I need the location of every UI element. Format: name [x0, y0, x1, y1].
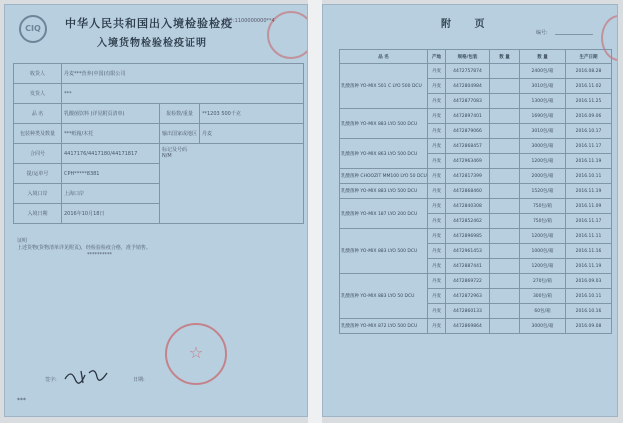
product-label: 品 名 [14, 104, 62, 124]
product-value: 乳酸菌饮料 (详见附页清单) [62, 104, 160, 124]
origin-cell: 丹麦 [428, 214, 446, 229]
origin-cell: 丹麦 [428, 289, 446, 304]
certification-note [17, 238, 299, 259]
origin-cell: 丹麦 [428, 229, 446, 244]
certificate-number: 编号:1100000000**4 [223, 18, 275, 24]
product-name-cell: 乳酸菌种 YO-MIX 863 LYO 500 DCU [340, 139, 428, 169]
stamp-star-icon: ☆ [188, 343, 204, 362]
consignee-value: 丹麦***营养(中国)有限公司 [62, 64, 304, 84]
qty-cell [490, 64, 520, 79]
qty2-cell: 300包/箱 [520, 289, 566, 304]
qty-cell [490, 274, 520, 289]
table-row [340, 139, 612, 154]
appendix-number-label: 编号: [536, 30, 548, 36]
qty2-cell: 2000包/箱 [520, 169, 566, 184]
red-stamp-top [267, 11, 308, 59]
header-spec: 规格/包装 [446, 50, 490, 64]
official-red-stamp [165, 323, 227, 385]
product-name-cell: 乳酸菌种 YO-MIX 883 LYO 50 DCU [340, 274, 428, 319]
date-cell: 2016.10.17 [566, 124, 612, 139]
spec-cell: 4472887441 [446, 259, 490, 274]
package-label: 包装种类及数量 [14, 124, 62, 144]
bl-value: CPH*****8381 [62, 164, 160, 184]
date-cell: 2016.11.19 [566, 184, 612, 199]
table-row [340, 184, 612, 199]
date-cell: 2016.11.17 [566, 139, 612, 154]
origin-cell: 丹麦 [428, 64, 446, 79]
qty-cell [490, 319, 520, 334]
qty-cell [490, 139, 520, 154]
product-name-cell: 乳酸菌种 YO-MIX 501 C LYO 500 DCU [340, 64, 428, 109]
date-cell: 2016.10.11 [566, 169, 612, 184]
spec-cell: 4472872963 [446, 289, 490, 304]
qty2-cell: 750包/箱 [520, 199, 566, 214]
signature-label: 签字: [45, 377, 57, 383]
spec-cell: 4472840308 [446, 199, 490, 214]
table-row [340, 319, 612, 334]
spec-cell: 4472869864 [446, 319, 490, 334]
spec-cell: 4472852462 [446, 214, 490, 229]
page-gap [308, 0, 322, 423]
note-stars: ********** [87, 252, 112, 258]
header-qty: 数 量 [490, 50, 520, 64]
certificate-table [13, 63, 304, 224]
origin-cell: 丹麦 [428, 154, 446, 169]
spec-cell: 4472868457 [446, 139, 490, 154]
arrival-port-value: 上海口岸 [62, 184, 160, 204]
header-origin: 产地 [428, 50, 446, 64]
origin-value: 丹麦 [200, 124, 304, 144]
consignor-value: *** [62, 84, 304, 104]
origin-cell: 丹麦 [428, 124, 446, 139]
qty-cell [490, 154, 520, 169]
qty2-cell: 1520包/箱 [520, 184, 566, 199]
origin-cell: 丹麦 [428, 304, 446, 319]
header-product: 品 名 [340, 50, 428, 64]
appendix-title: 附 页 [441, 19, 495, 30]
spec-cell: 4472868460 [446, 184, 490, 199]
certificate-authority-title: 中华人民共和国出入境检验检疫 [65, 17, 233, 30]
report-qty-value: **1203 500千克 [200, 104, 304, 124]
qty-cell [490, 304, 520, 319]
qty-cell [490, 199, 520, 214]
product-name-cell: 乳酸菌种 YO-MIX 872 LYO 500 DCU [340, 319, 428, 334]
date-cell: 2016.10.11 [566, 289, 612, 304]
date-cell: 2016.08.28 [566, 64, 612, 79]
date-cell: 2016.11.11 [566, 229, 612, 244]
mark-value: N/M [162, 153, 172, 159]
arrival-date-label: 入境日期 [14, 204, 62, 224]
qty-cell [490, 169, 520, 184]
qty-cell [490, 124, 520, 139]
qty2-cell: 1200包/箱 [520, 259, 566, 274]
arrival-date-value: 2016年10月18日 [62, 204, 160, 224]
product-name-cell: 乳酸菌种 YO-MIX 883 LYO 500 DCU [340, 229, 428, 274]
qty2-cell: 3000包/箱 [520, 319, 566, 334]
qty2-cell: 3010包/箱 [520, 124, 566, 139]
qty-cell [490, 229, 520, 244]
product-name-cell: 乳酸菌种 YO-MIX 883 LYO 500 DCU [340, 109, 428, 139]
qty2-cell: 1200包/箱 [520, 229, 566, 244]
qty2-cell: 2400包/箱 [520, 64, 566, 79]
origin-cell: 丹麦 [428, 184, 446, 199]
spec-cell: 4472961453 [446, 244, 490, 259]
origin-cell: 丹麦 [428, 169, 446, 184]
spec-cell: 4472804984 [446, 79, 490, 94]
handwritten-signature [63, 365, 111, 387]
qty2-cell: 1690包/箱 [520, 109, 566, 124]
qty2-cell: 1300包/箱 [520, 94, 566, 109]
date-cell: 2016.10.16 [566, 304, 612, 319]
qty2-cell: 750包/箱 [520, 214, 566, 229]
certificate-title: 入境货物检验检疫证明 [97, 38, 207, 49]
origin-cell: 丹麦 [428, 319, 446, 334]
date-cell: 2016.09.06 [566, 109, 612, 124]
qty2-cell: 3000包/箱 [520, 139, 566, 154]
date-cell: 2016.11.02 [566, 79, 612, 94]
date-cell: 2016.09.08 [566, 319, 612, 334]
date-cell: 2016.11.09 [566, 199, 612, 214]
date-cell: 2016.09.03 [566, 274, 612, 289]
qty-cell [490, 289, 520, 304]
bl-label: 提/运单号 [14, 164, 62, 184]
qty-cell [490, 214, 520, 229]
qty2-cell: 1000包/箱 [520, 244, 566, 259]
package-value: ***纸箱/木托 [62, 124, 160, 144]
note-text: 上述货物(货物清单详见附页)，经检验检疫合格，准予销售。 [17, 245, 151, 251]
product-name-cell: 乳酸菌种 YO-MIX 883 LYO 500 DCU [340, 184, 428, 199]
qty2-cell: 3010包/箱 [520, 79, 566, 94]
header-date: 生产日期 [566, 50, 612, 64]
spec-cell: 4472877083 [446, 94, 490, 109]
origin-cell: 丹麦 [428, 274, 446, 289]
date-cell: 2016.11.19 [566, 154, 612, 169]
spec-cell: 4472897401 [446, 109, 490, 124]
ciq-logo: CIQ [19, 15, 47, 43]
note-title: 证明 [17, 238, 28, 244]
mark-label: 标记及号码 [162, 147, 188, 153]
qty-cell [490, 259, 520, 274]
table-row [340, 109, 612, 124]
spec-cell: 4472757874 [446, 64, 490, 79]
table-row [340, 199, 612, 214]
qty-cell [490, 79, 520, 94]
qty-cell [490, 184, 520, 199]
table-row [340, 64, 612, 79]
qty2-cell: 60包/箱 [520, 304, 566, 319]
qty-cell [490, 109, 520, 124]
origin-cell: 丹麦 [428, 79, 446, 94]
contract-label: 合同号 [14, 144, 62, 164]
date-cell: 2016.11.25 [566, 94, 612, 109]
contract-value: 4417176/4417180/44171817 [62, 144, 160, 164]
product-name-cell: 乳酸菌种 YO-MIX 187 LYO 200 DCU [340, 199, 428, 229]
origin-cell: 丹麦 [428, 109, 446, 124]
arrival-port-label: 入境口岸 [14, 184, 62, 204]
origin-label: 输出国家或地区 [160, 124, 200, 144]
origin-cell: 丹麦 [428, 199, 446, 214]
appendix-page [322, 4, 618, 417]
appendix-number-line [555, 34, 593, 35]
spec-cell: 4472869722 [446, 274, 490, 289]
mark-cell [160, 144, 304, 224]
spec-cell: 4472896985 [446, 229, 490, 244]
bottom-stars: *** [17, 397, 26, 404]
origin-cell: 丹麦 [428, 94, 446, 109]
origin-cell: 丹麦 [428, 139, 446, 154]
header-qty2: 数 量 [520, 50, 566, 64]
consignor-label: 发货人 [14, 84, 62, 104]
origin-cell: 丹麦 [428, 244, 446, 259]
qty2-cell: 270包/箱 [520, 274, 566, 289]
appendix-table [339, 49, 612, 334]
date-cell: 2016.11.16 [566, 244, 612, 259]
product-name-cell: 乳酸菌种 CHOOZIT MM100 LYO 50 DCU [340, 169, 428, 184]
spec-cell: 4472860133 [446, 304, 490, 319]
certificate-page [4, 4, 308, 417]
table-row [340, 274, 612, 289]
date-cell: 2016.11.17 [566, 214, 612, 229]
date-label: 日期: [133, 377, 145, 383]
qty2-cell: 1200包/箱 [520, 154, 566, 169]
spec-cell: 4472879066 [446, 124, 490, 139]
qty-cell [490, 94, 520, 109]
consignee-label: 收货人 [14, 64, 62, 84]
qty-cell [490, 244, 520, 259]
table-row [340, 229, 612, 244]
date-cell: 2016.11.19 [566, 259, 612, 274]
table-row [340, 169, 612, 184]
spec-cell: 4472963469 [446, 154, 490, 169]
report-qty-label: 报检数/重量 [160, 104, 200, 124]
origin-cell: 丹麦 [428, 259, 446, 274]
spec-cell: 4472817399 [446, 169, 490, 184]
